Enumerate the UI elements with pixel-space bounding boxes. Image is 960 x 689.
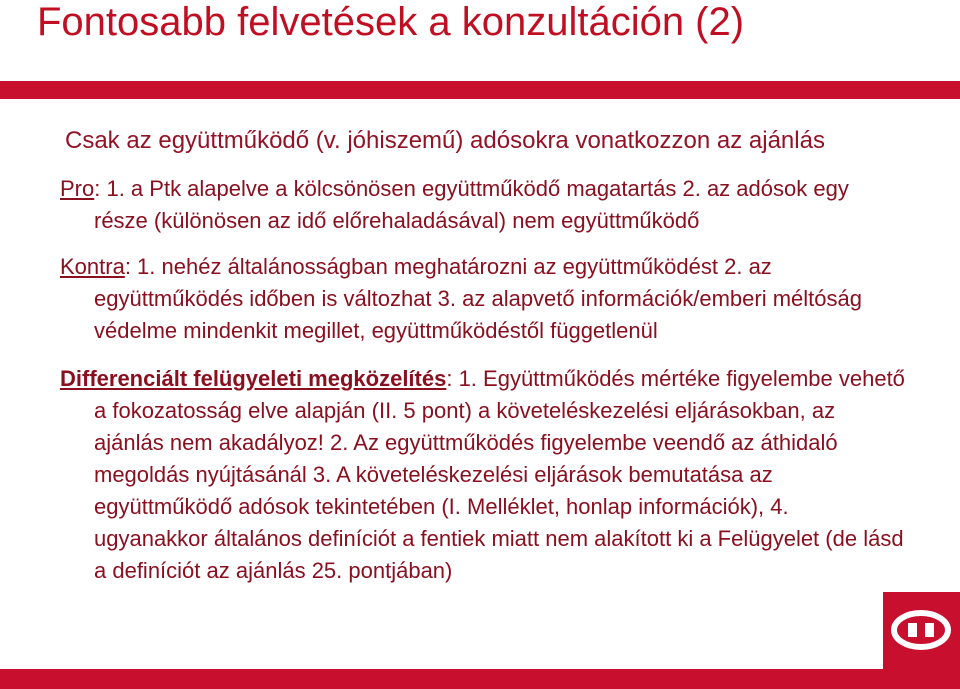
paragraph-kontra: [60, 251, 905, 347]
paragraph-cooperative-debtors: Csak az együttműködő (v. jóhiszemű) adósokra vonatkozzon az ajánlás: [65, 127, 825, 154]
pro-text: : 1. a Ptk alapelve a kölcsönösen együttműködő magatartás 2. az adósok egy része (különösen az idő előrehaladásával) nem együttműködő: [94, 176, 849, 233]
header-divider-bar: [0, 81, 960, 99]
differentiated-label: Differenciált felügyeleti megközelítés: [60, 366, 447, 391]
slide-body: [60, 125, 905, 587]
pro-label: Pro: [60, 176, 95, 201]
differentiated-text: : 1. Együttműködés mértéke figyelembe vehető a fokozatosság elve alapján (II. 5 pont) a követeléskezelési eljárásokban, az ajánlás nem akadályoz! 2. Az együttműködés figyelembe veendő az áthidaló megoldás nyújtásánál 3. A követeléskezelési eljárások bemutatása az együttműködő adósok tekintetében (I. Melléklet, honlap információk), 4. ugyanakkor általános definíciót a fentiek miatt nem alakított ki a Felügyelet (de lásd a definíciót az ajánlás 25. pontjában): [94, 366, 905, 583]
slide-title: Fontosabb felvetések a konzultáción (2): [37, 0, 745, 44]
paragraph-differentiated-approach: [60, 363, 905, 587]
footer-bar: [0, 669, 960, 689]
logo-graphic: [883, 592, 960, 669]
kontra-text: : 1. nehéz általánosságban meghatározni az együttműködést 2. az együttműködés időben is változhat 3. az alapvető információk/emberi méltóság védelme mindenkit megillet, együttműködéstől függetlenül: [94, 254, 862, 343]
mnb-logo-icon: [883, 592, 960, 669]
paragraph-pro: [60, 173, 905, 237]
kontra-label: Kontra: [60, 254, 125, 279]
